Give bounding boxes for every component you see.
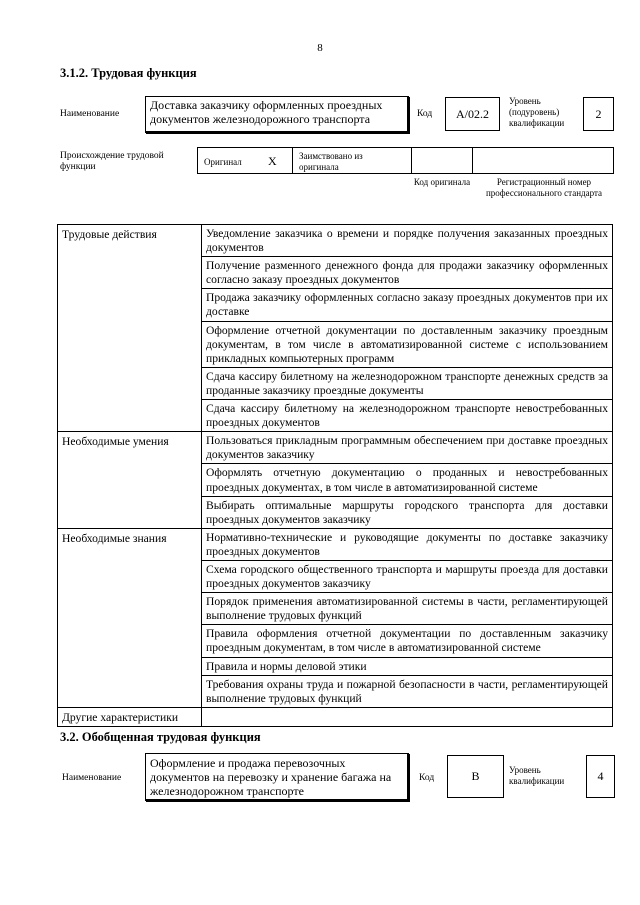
reg-number-cell	[472, 147, 614, 174]
name-value-box	[145, 96, 409, 133]
level-value-box-2	[586, 755, 615, 798]
category-cell: Необходимые знания	[58, 528, 202, 707]
category-cell: Необходимые умения	[58, 432, 202, 529]
name-value-2: Оформление и продажа перевозочных документов на перевозку и хранение багажа на железнодорожном транспорте	[150, 756, 392, 798]
category-cell: Другие характеристики	[58, 707, 202, 726]
labor-function-table	[57, 224, 613, 727]
table-row	[58, 225, 613, 257]
item-cell: Правила и нормы деловой этики	[202, 657, 613, 675]
section-title-312: 3.1.2. Трудовая функция	[60, 66, 197, 80]
level-value: 2	[595, 107, 602, 121]
name-value-box-2	[145, 753, 409, 801]
code-original-cell	[411, 147, 473, 174]
item-cell: Получение разменного денежного фонда для продажи заказчику оформленных согласно заказу проездных документов	[202, 257, 613, 289]
original-label: Оригинал	[204, 157, 242, 167]
item-cell: Правила оформления отчетной документации по доставленным заказчику проездным документам, в том числе в автоматизированной системе	[202, 625, 613, 657]
code-label-2: Код	[419, 773, 435, 783]
borrowed-label: Заимствовано из оригинала	[299, 151, 363, 172]
category-cell: Трудовые действия	[58, 225, 202, 432]
item-cell: Пользоваться прикладным программным обеспечением при доставке проездных документов заказчику	[202, 432, 613, 464]
level-value-box	[583, 97, 614, 131]
item-cell: Сдача кассиру билетному на железнодорожном транспорте денежных средств за проданные заказчику проездные документы	[202, 367, 613, 399]
code-value-box	[445, 97, 500, 131]
item-cell: Оформление отчетной документации по доставленным заказчику проездным документам, в том числе в автоматизированной системе с использованием прикладных компьютерных программ	[202, 321, 613, 367]
name-label: Наименование	[60, 109, 120, 119]
borrowed-cell	[292, 147, 412, 174]
table-row	[58, 707, 613, 726]
origin-label: Происхождение трудовой функции	[60, 151, 164, 172]
item-cell: Продажа заказчику оформленных согласно заказу проездных документов при их доставке	[202, 289, 613, 321]
original-mark: X	[268, 154, 277, 168]
table-row	[58, 528, 613, 560]
item-cell: Оформлять отчетную документацию о проданных и невостребованных проездных документах, в том числе в автоматизированной системе	[202, 464, 613, 496]
original-cell	[197, 147, 293, 174]
level-label-2: Уровень квалификации	[509, 765, 565, 786]
item-cell: Уведомление заказчика о времени и порядке получения заказанных проездных документов	[202, 225, 613, 257]
section-title-32: 3.2. Обобщенная трудовая функция	[60, 730, 261, 744]
name-label-2: Наименование	[62, 773, 122, 783]
item-cell: Требования охраны труда и пожарной безопасности в части, регламентирующей выполнение трудовых функций	[202, 675, 613, 707]
reg-number-caption: Регистрационный номер профессионального стандарта	[485, 177, 603, 198]
item-cell: Схема городского общественного транспорта и маршруты проезда для доставки проездных документов заказчику	[202, 560, 613, 592]
code-value: А/02.2	[456, 107, 489, 121]
code-original-caption: Код оригинала	[413, 177, 471, 187]
table-row	[58, 432, 613, 464]
item-cell: Сдача кассиру билетному на железнодорожном транспорте невостребованных проездных документов	[202, 400, 613, 432]
level-label: Уровень (подуровень) квалификации	[509, 96, 565, 128]
code-value-box-2	[447, 755, 504, 798]
name-value: Доставка заказчику оформленных проездных документов железнодорожного транспорта	[150, 98, 383, 126]
item-cell	[202, 707, 613, 726]
code-value-2: В	[471, 769, 480, 783]
page-number: 8	[317, 42, 323, 54]
item-cell: Нормативно-технические и руководящие документы по доставке заказчику проездных документов	[202, 528, 613, 560]
code-label: Код	[417, 109, 433, 119]
level-value-2: 4	[597, 769, 604, 783]
item-cell: Порядок применения автоматизированной системы в части, регламентирующей выполнение трудовых функций	[202, 593, 613, 625]
item-cell: Выбирать оптимальные маршруты городского транспорта для доставки проездных документов заказчику	[202, 496, 613, 528]
